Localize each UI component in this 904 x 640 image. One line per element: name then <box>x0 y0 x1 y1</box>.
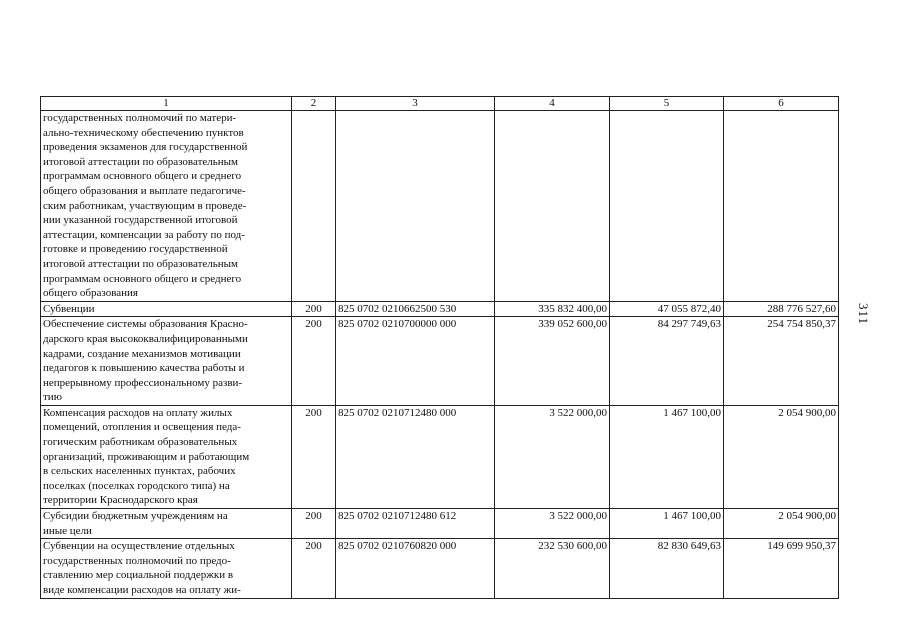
row-value-col5 <box>610 111 724 302</box>
table-row <box>41 405 839 508</box>
row-value-col5: 1 467 100,00 <box>610 509 724 539</box>
table-row <box>41 111 839 302</box>
row-classification-code: 825 0702 0210700000 000 <box>336 317 495 406</box>
row-code <box>292 111 336 302</box>
row-code: 200 <box>292 301 336 317</box>
row-value-col6: 149 699 950,37 <box>724 539 839 598</box>
description-line: гогическим работникам образовательных <box>43 436 238 449</box>
description-line: поселках (поселках городского типа) на <box>43 479 230 492</box>
row-classification-code <box>336 111 495 302</box>
table-row <box>41 509 839 539</box>
row-value-col5: 47 055 872,40 <box>610 301 724 317</box>
row-value-col5: 82 830 649,63 <box>610 539 724 598</box>
row-value-col4 <box>495 111 610 302</box>
row-description <box>41 509 292 539</box>
row-value-col4: 3 522 000,00 <box>495 405 610 508</box>
description-line: в сельских населенных пунктах, рабочих <box>43 465 236 478</box>
description-line: кадрами, создание механизмов мотивации <box>43 347 241 360</box>
row-value-col5: 1 467 100,00 <box>610 405 724 508</box>
description-line: проведения экзаменов для государственной <box>43 141 248 154</box>
column-header-6: 6 <box>724 97 839 111</box>
description-line: программам основного общего и среднего <box>43 170 242 183</box>
description-line: иные цели <box>43 524 92 537</box>
description-line: территории Краснодарского края <box>43 494 198 507</box>
description-line: Субсидии бюджетным учреждениям на <box>43 510 228 523</box>
row-value-col6: 288 776 527,60 <box>724 301 839 317</box>
row-value-col6: 254 754 850,37 <box>724 317 839 406</box>
row-value-col4: 3 522 000,00 <box>495 509 610 539</box>
description-line: организаций, проживающим и работающим <box>43 450 250 463</box>
row-value-col6: 2 054 900,00 <box>724 405 839 508</box>
description-line: педагогов к повышению качества работы и <box>43 362 245 375</box>
description-line: Компенсация расходов на оплату жилых <box>43 406 233 419</box>
description-line: виде компенсации расходов на оплату жи- <box>43 584 241 596</box>
row-value-col5: 84 297 749,63 <box>610 317 724 406</box>
row-value-col6: 2 054 900,00 <box>724 509 839 539</box>
row-description <box>41 111 292 302</box>
description-line: государственных полномочий по матери- <box>43 112 237 124</box>
description-line: государственных полномочий по предо- <box>43 554 231 567</box>
table-header-row <box>41 97 839 111</box>
description-line: аттестации, компенсации за работу по под- <box>43 228 245 241</box>
table-body <box>41 111 839 599</box>
row-code: 200 <box>292 317 336 406</box>
table-row <box>41 539 839 598</box>
description-line: ально-техническому обеспечению пунктов <box>43 126 244 139</box>
budget-table <box>40 96 839 599</box>
description-line: итоговой аттестации по образовательным <box>43 155 239 168</box>
row-code: 200 <box>292 539 336 598</box>
row-description <box>41 301 292 317</box>
row-code: 200 <box>292 405 336 508</box>
description-line: общего образования и выплате педагогиче- <box>43 184 246 197</box>
description-line: тию <box>43 391 62 404</box>
row-description <box>41 405 292 508</box>
table-row <box>41 301 839 317</box>
description-line: непрерывному профессиональному разви- <box>43 376 243 389</box>
description-line: нии указанной государственной итоговой <box>43 214 238 227</box>
table-row <box>41 317 839 406</box>
description-line: общего образования <box>43 287 138 300</box>
row-description <box>41 539 292 598</box>
description-line: готовке и проведению государственной <box>43 243 228 256</box>
description-line: Субвенции <box>43 302 95 315</box>
row-value-col6 <box>724 111 839 302</box>
row-description <box>41 317 292 406</box>
row-value-col4: 232 530 600,00 <box>495 539 610 598</box>
row-classification-code: 825 0702 0210662500 530 <box>336 301 495 317</box>
row-code: 200 <box>292 509 336 539</box>
row-classification-code: 825 0702 0210760820 000 <box>336 539 495 598</box>
row-classification-code: 825 0702 0210712480 000 <box>336 405 495 508</box>
description-line: помещений, отопления и освещения педа- <box>43 421 241 434</box>
row-value-col4: 339 052 600,00 <box>495 317 610 406</box>
column-header-1: 1 <box>41 97 292 111</box>
row-classification-code: 825 0702 0210712480 612 <box>336 509 495 539</box>
description-line: Субвенции на осуществление отдельных <box>43 540 235 553</box>
column-header-3: 3 <box>336 97 495 111</box>
description-line: итоговой аттестации по образовательным <box>43 257 239 270</box>
column-header-2: 2 <box>292 97 336 111</box>
column-header-5: 5 <box>610 97 724 111</box>
description-line: Обеспечение системы образования Красно- <box>43 318 248 331</box>
column-header-4: 4 <box>495 97 610 111</box>
page-number: 311 <box>856 302 872 326</box>
row-value-col4: 335 832 400,00 <box>495 301 610 317</box>
description-line: ставлению мер социальной поддержки в <box>43 569 234 582</box>
description-line: ским работникам, участвующим в проведе- <box>43 199 247 212</box>
description-line: программам основного общего и среднего <box>43 272 242 285</box>
description-line: дарского края высококвалифицированными <box>43 332 248 345</box>
